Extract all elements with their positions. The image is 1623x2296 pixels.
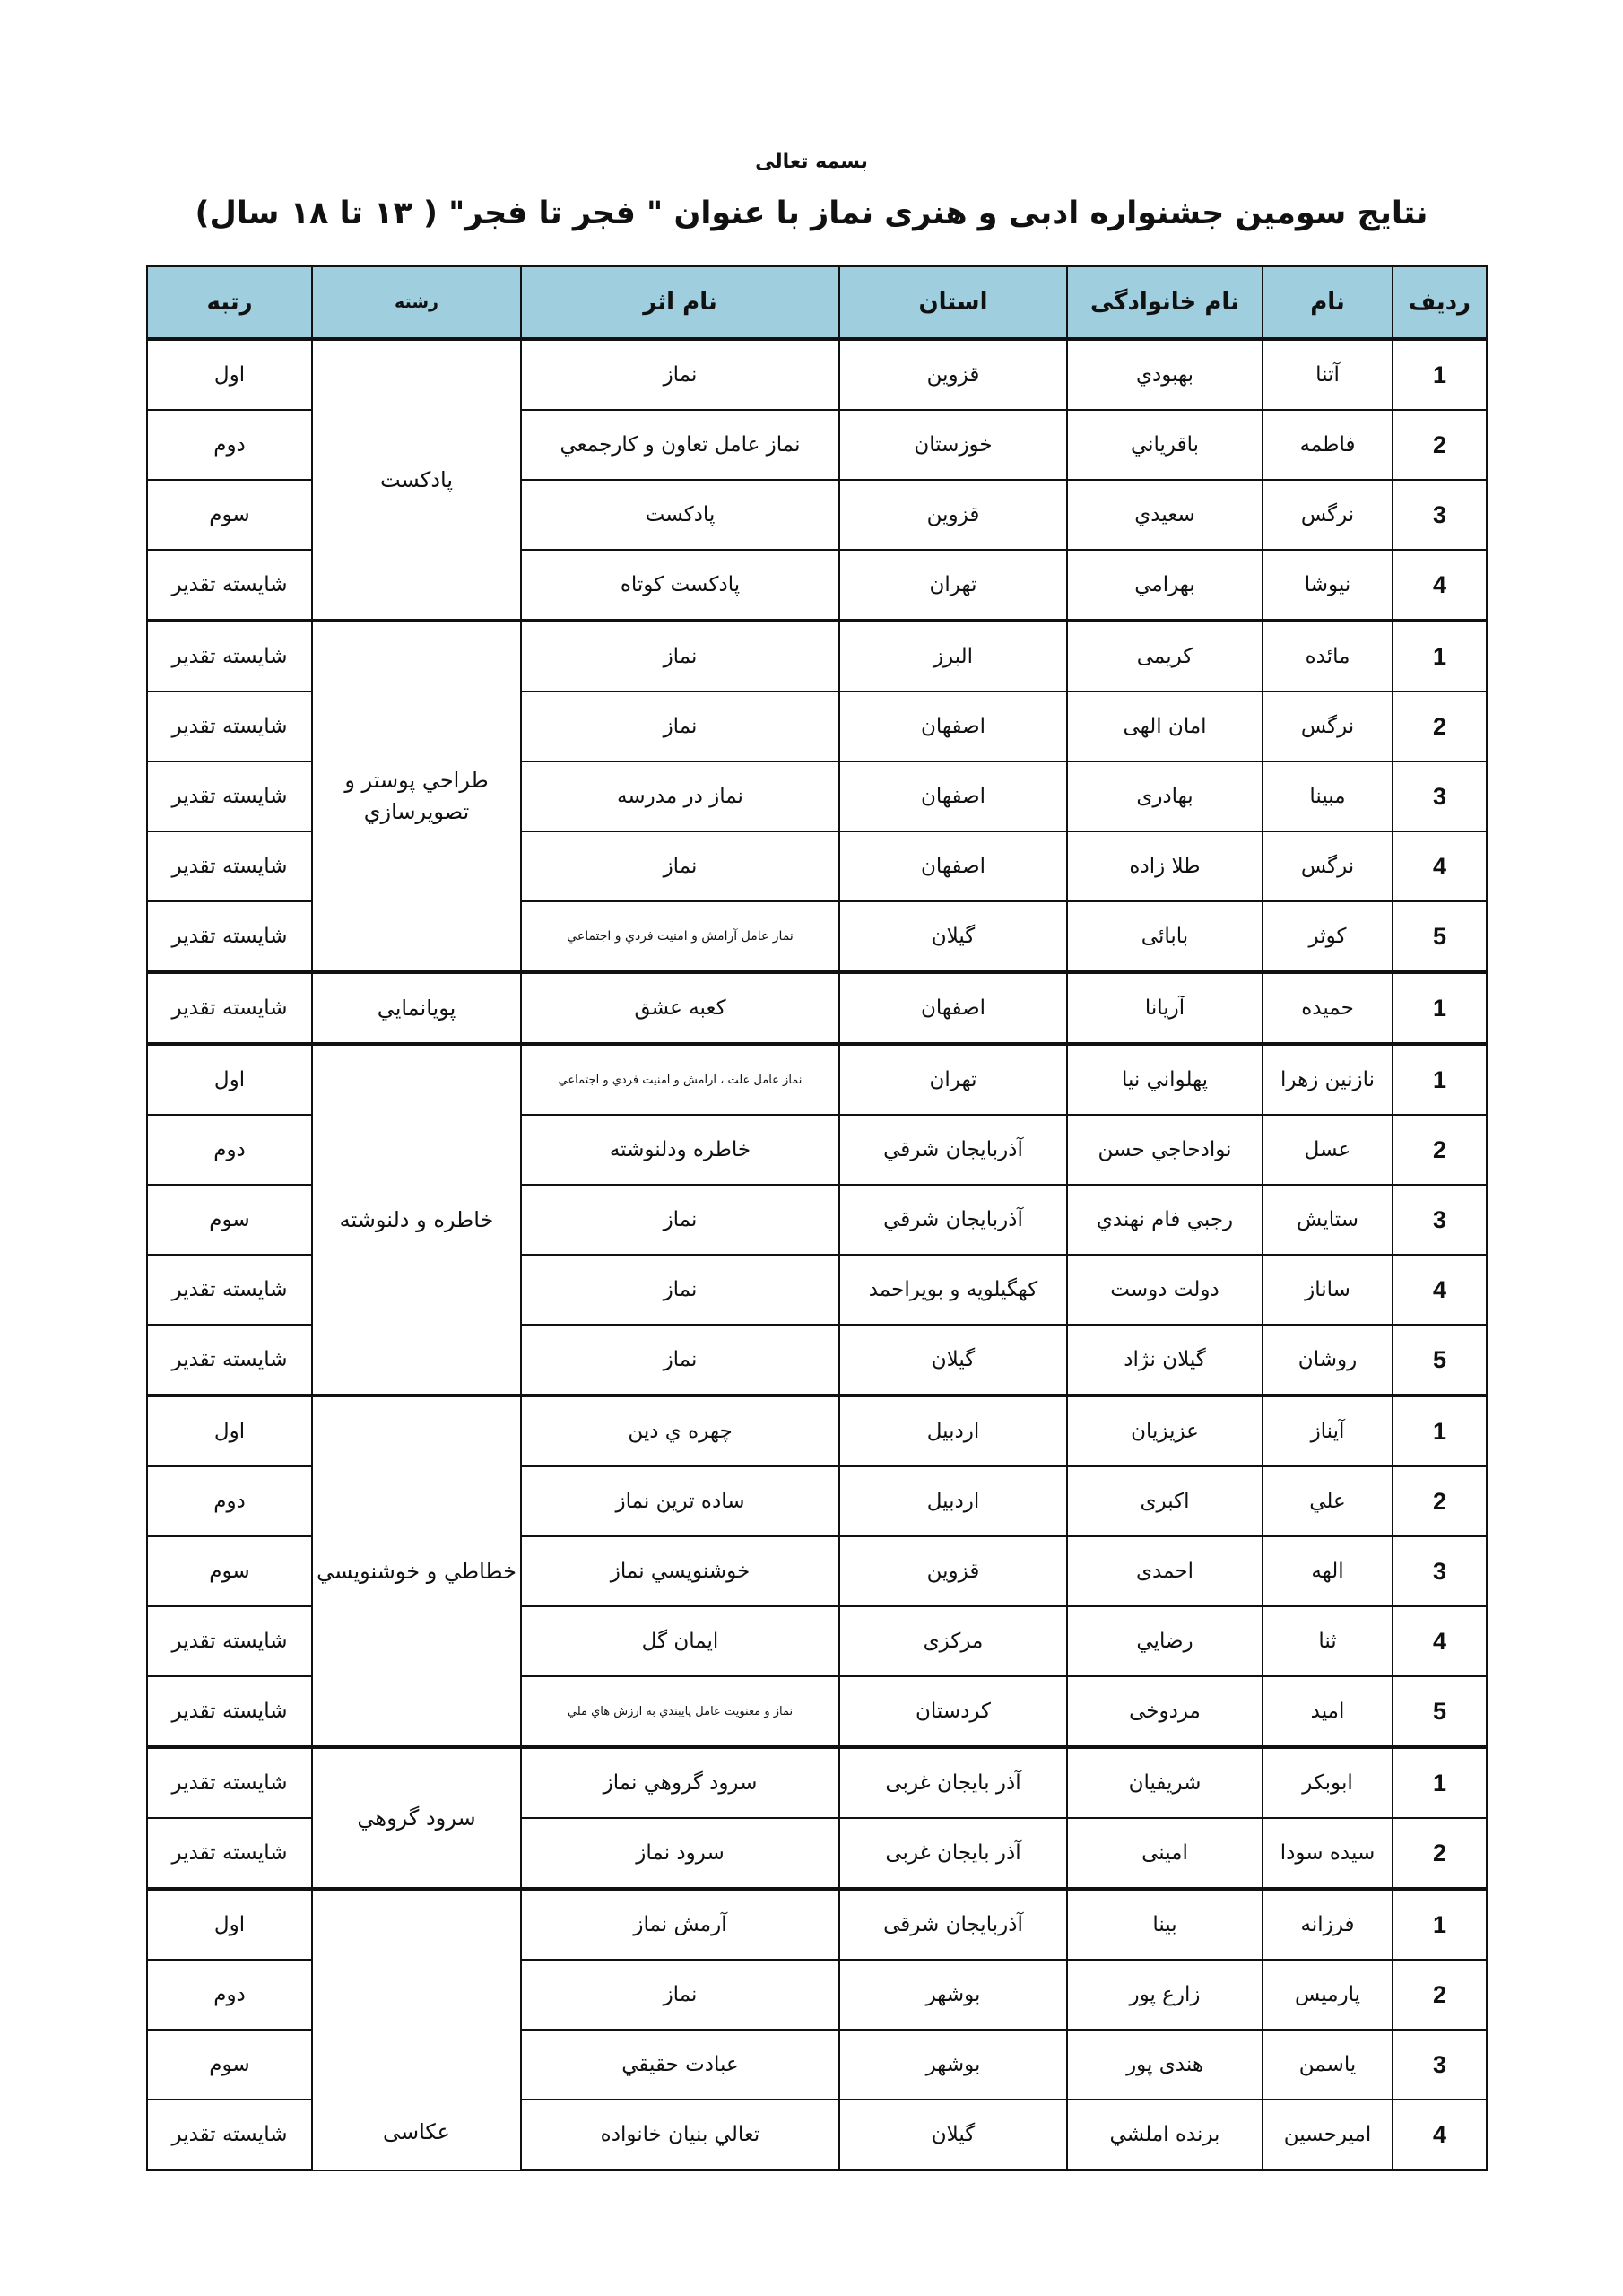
cell-ostan: اصفهان xyxy=(839,691,1067,761)
cell-reshte: پويانمايي xyxy=(312,972,521,1044)
cell-rotbe: سوم xyxy=(147,1185,312,1255)
cell-radif: 1 xyxy=(1393,972,1487,1044)
cell-rotbe: شايسته تقدير xyxy=(147,1676,312,1747)
cell-family: كريمی xyxy=(1067,621,1263,691)
cell-asar: پادكست xyxy=(521,480,839,550)
cell-asar: نماز در مدرسه xyxy=(521,761,839,831)
cell-asar: كعبه عشق xyxy=(521,972,839,1044)
cell-rotbe: شايسته تقدير xyxy=(147,831,312,901)
cell-radif: 2 xyxy=(1393,1115,1487,1185)
cell-family: امان الهی xyxy=(1067,691,1263,761)
cell-radif: 3 xyxy=(1393,2030,1487,2100)
cell-ostan: كردستان xyxy=(839,1676,1067,1747)
cell-ostan: آذربايجان شرقي xyxy=(839,1115,1067,1185)
cell-radif: 2 xyxy=(1393,410,1487,480)
column-header-radif: رديف xyxy=(1393,266,1487,339)
cell-radif: 1 xyxy=(1393,339,1487,410)
cell-family: نوادحاجي حسن xyxy=(1067,1115,1263,1185)
column-header-asar: نام اثر xyxy=(521,266,839,339)
cell-family: برنده املشي xyxy=(1067,2100,1263,2170)
cell-ostan: خوزستان xyxy=(839,410,1067,480)
cell-rotbe: شايسته تقدير xyxy=(147,901,312,972)
cell-ostan: اردبيل xyxy=(839,1396,1067,1466)
cell-asar: نماز و معنويت عامل پايبندي به ارزش هاي ملي xyxy=(521,1676,839,1747)
cell-rotbe: سوم xyxy=(147,1536,312,1606)
cell-rotbe: سوم xyxy=(147,480,312,550)
cell-radif: 2 xyxy=(1393,691,1487,761)
cell-reshte: پادکست xyxy=(312,339,521,621)
cell-name: مبينا xyxy=(1263,761,1393,831)
cell-family: شريفيان xyxy=(1067,1747,1263,1818)
cell-asar: نماز عامل علت ، ارامش و امنيت فردي و اجتماعي xyxy=(521,1044,839,1115)
cell-reshte: عكاسی xyxy=(312,1889,521,2170)
cell-asar: خوشنويسي نماز xyxy=(521,1536,839,1606)
cell-name: نرگس xyxy=(1263,691,1393,761)
cell-asar: خاطره ودلنوشته xyxy=(521,1115,839,1185)
cell-rotbe: دوم xyxy=(147,1115,312,1185)
cell-family: آريانا xyxy=(1067,972,1263,1044)
cell-family: امينی xyxy=(1067,1818,1263,1889)
cell-ostan: مركزی xyxy=(839,1606,1067,1676)
cell-radif: 3 xyxy=(1393,1536,1487,1606)
cell-asar: ايمان گل xyxy=(521,1606,839,1676)
cell-asar: پادكست كوتاه xyxy=(521,550,839,621)
cell-rotbe: شايسته تقدير xyxy=(147,1325,312,1396)
cell-asar: ساده ترين نماز xyxy=(521,1466,839,1536)
cell-rotbe: شايسته تقدير xyxy=(147,691,312,761)
cell-radif: 2 xyxy=(1393,1466,1487,1536)
cell-radif: 5 xyxy=(1393,1676,1487,1747)
cell-rotbe: شايسته تقدير xyxy=(147,1606,312,1676)
cell-ostan: گيلان xyxy=(839,1325,1067,1396)
cell-ostan: كهگيلويه و بويراحمد xyxy=(839,1255,1067,1325)
cell-ostan: تهران xyxy=(839,550,1067,621)
cell-reshte: خطاطي و خوشنويسي xyxy=(312,1396,521,1747)
bismillah-heading: بسمه تعالی xyxy=(755,151,868,173)
cell-family: اكبری xyxy=(1067,1466,1263,1536)
cell-name: فاطمه xyxy=(1263,410,1393,480)
table-row xyxy=(147,1044,1487,1115)
cell-asar: سرود گروهي نماز xyxy=(521,1747,839,1818)
cell-name: ابوبكر xyxy=(1263,1747,1393,1818)
cell-rotbe: دوم xyxy=(147,1466,312,1536)
cell-ostan: قزوين xyxy=(839,1536,1067,1606)
cell-radif: 1 xyxy=(1393,1747,1487,1818)
cell-asar: نماز xyxy=(521,1960,839,2030)
cell-radif: 2 xyxy=(1393,1960,1487,2030)
cell-rotbe: شايسته تقدير xyxy=(147,1818,312,1889)
cell-name: نيوشا xyxy=(1263,550,1393,621)
cell-radif: 4 xyxy=(1393,550,1487,621)
cell-name: ساناز xyxy=(1263,1255,1393,1325)
cell-reshte: طراحي پوستر و تصويرسازي xyxy=(312,621,521,972)
cell-name: كوثر xyxy=(1263,901,1393,972)
cell-name: ياسمن xyxy=(1263,2030,1393,2100)
cell-asar: نماز xyxy=(521,339,839,410)
cell-radif: 1 xyxy=(1393,621,1487,691)
cell-ostan: تهران xyxy=(839,1044,1067,1115)
cell-rotbe: اول xyxy=(147,1044,312,1115)
cell-family: بهبودي xyxy=(1067,339,1263,410)
cell-name: علي xyxy=(1263,1466,1393,1536)
cell-rotbe: اول xyxy=(147,1396,312,1466)
cell-rotbe: اول xyxy=(147,1889,312,1960)
cell-ostan: البرز xyxy=(839,621,1067,691)
cell-family: دولت دوست xyxy=(1067,1255,1263,1325)
cell-ostan: آذر بايجان غربی xyxy=(839,1747,1067,1818)
cell-asar: چهره ي دين xyxy=(521,1396,839,1466)
cell-name: مائده xyxy=(1263,621,1393,691)
cell-radif: 1 xyxy=(1393,1889,1487,1960)
cell-rotbe: شايسته تقدير xyxy=(147,2100,312,2170)
cell-family: مردوخی xyxy=(1067,1676,1263,1747)
cell-asar: نماز xyxy=(521,1325,839,1396)
cell-asar: نماز xyxy=(521,1255,839,1325)
table-row xyxy=(147,1747,1487,1818)
cell-asar: نماز xyxy=(521,621,839,691)
cell-family: پهلواني نيا xyxy=(1067,1044,1263,1115)
cell-radif: 5 xyxy=(1393,901,1487,972)
cell-asar: نماز xyxy=(521,1185,839,1255)
cell-asar: نماز xyxy=(521,691,839,761)
cell-ostan: آذربايجان شرقی xyxy=(839,1889,1067,1960)
cell-name: حميده xyxy=(1263,972,1393,1044)
cell-family: رجبي فام نهندي xyxy=(1067,1185,1263,1255)
table-body xyxy=(147,339,1487,2170)
cell-rotbe: شايسته تقدير xyxy=(147,972,312,1044)
cell-ostan: قزوين xyxy=(839,339,1067,410)
cell-family: عزيزيان xyxy=(1067,1396,1263,1466)
cell-family: بينا xyxy=(1067,1889,1263,1960)
page-title: نتايج سومين جشنواره ادبی و هنری نماز با عنوان " فجر تا فجر" ( ۱۳ تا ۱۸ سال) xyxy=(195,196,1428,231)
column-header-rotbe: رتبه xyxy=(147,266,312,339)
cell-ostan: گيلان xyxy=(839,901,1067,972)
cell-name: آتنا xyxy=(1263,339,1393,410)
cell-reshte: خاطره و دلنوشته xyxy=(312,1044,521,1396)
cell-asar: تعالي بنيان خانواده xyxy=(521,2100,839,2170)
cell-radif: 4 xyxy=(1393,831,1487,901)
cell-name: عسل xyxy=(1263,1115,1393,1185)
cell-radif: 4 xyxy=(1393,1606,1487,1676)
table-row xyxy=(147,972,1487,1044)
cell-radif: 3 xyxy=(1393,480,1487,550)
cell-rotbe: شايسته تقدير xyxy=(147,621,312,691)
cell-name: سيده سودا xyxy=(1263,1818,1393,1889)
cell-name: پارميس xyxy=(1263,1960,1393,2030)
cell-rotbe: دوم xyxy=(147,410,312,480)
cell-rotbe: شايسته تقدير xyxy=(147,1747,312,1818)
cell-radif: 4 xyxy=(1393,1255,1487,1325)
cell-ostan: گيلان xyxy=(839,2100,1067,2170)
cell-name: نرگس xyxy=(1263,480,1393,550)
cell-rotbe: شايسته تقدير xyxy=(147,550,312,621)
cell-family: بهرامي xyxy=(1067,550,1263,621)
cell-name: نرگس xyxy=(1263,831,1393,901)
cell-name: اميد xyxy=(1263,1676,1393,1747)
cell-name: نازنين زهرا xyxy=(1263,1044,1393,1115)
cell-name: اميرحسين xyxy=(1263,2100,1393,2170)
column-header-family: نام خانوادگی xyxy=(1067,266,1263,339)
cell-family: طلا زاده xyxy=(1067,831,1263,901)
table-header-row xyxy=(147,266,1487,339)
cell-rotbe: شايسته تقدير xyxy=(147,1255,312,1325)
cell-asar: نماز عامل آرامش و امنيت فردي و اجتماعي xyxy=(521,901,839,972)
cell-rotbe: شايسته تقدير xyxy=(147,761,312,831)
cell-family: زارع پور xyxy=(1067,1960,1263,2030)
cell-radif: 3 xyxy=(1393,761,1487,831)
cell-rotbe: دوم xyxy=(147,1960,312,2030)
cell-name: ثنا xyxy=(1263,1606,1393,1676)
table-row xyxy=(147,621,1487,691)
cell-name: فرزانه xyxy=(1263,1889,1393,1960)
cell-ostan: قزوين xyxy=(839,480,1067,550)
cell-ostan: آذربايجان شرقي xyxy=(839,1185,1067,1255)
cell-radif: 1 xyxy=(1393,1044,1487,1115)
column-header-name: نام xyxy=(1263,266,1393,339)
cell-rotbe: سوم xyxy=(147,2030,312,2100)
cell-asar: آرمش نماز xyxy=(521,1889,839,1960)
cell-ostan: اصفهان xyxy=(839,972,1067,1044)
cell-family: باقرياني xyxy=(1067,410,1263,480)
cell-name: آيناز xyxy=(1263,1396,1393,1466)
cell-ostan: اصفهان xyxy=(839,831,1067,901)
cell-radif: 1 xyxy=(1393,1396,1487,1466)
cell-asar: عبادت حقيقي xyxy=(521,2030,839,2100)
cell-rotbe: اول xyxy=(147,339,312,410)
cell-name: روشان xyxy=(1263,1325,1393,1396)
cell-asar: نماز عامل تعاون و كارجمعي xyxy=(521,410,839,480)
column-header-ostan: استان xyxy=(839,266,1067,339)
cell-ostan: آذر بايجان غربی xyxy=(839,1818,1067,1889)
cell-radif: 5 xyxy=(1393,1325,1487,1396)
cell-ostan: اردبيل xyxy=(839,1466,1067,1536)
cell-radif: 3 xyxy=(1393,1185,1487,1255)
results-table xyxy=(146,265,1488,2171)
table-row xyxy=(147,339,1487,410)
table-row xyxy=(147,1889,1487,1960)
cell-radif: 4 xyxy=(1393,2100,1487,2170)
cell-ostan: بوشهر xyxy=(839,2030,1067,2100)
table-row xyxy=(147,1396,1487,1466)
cell-name: ستايش xyxy=(1263,1185,1393,1255)
cell-asar: سرود نماز xyxy=(521,1818,839,1889)
cell-family: بابائی xyxy=(1067,901,1263,972)
column-header-reshte: رشته xyxy=(312,266,521,339)
cell-ostan: اصفهان xyxy=(839,761,1067,831)
cell-family: احمدی xyxy=(1067,1536,1263,1606)
cell-ostan: بوشهر xyxy=(839,1960,1067,2030)
cell-family: سعيدي xyxy=(1067,480,1263,550)
cell-name: الهه xyxy=(1263,1536,1393,1606)
cell-reshte: سرود گروهي xyxy=(312,1747,521,1889)
cell-radif: 2 xyxy=(1393,1818,1487,1889)
cell-family: هندی پور xyxy=(1067,2030,1263,2100)
cell-family: رضايي xyxy=(1067,1606,1263,1676)
cell-family: گيلان نژاد xyxy=(1067,1325,1263,1396)
cell-family: بهادری xyxy=(1067,761,1263,831)
cell-asar: نماز xyxy=(521,831,839,901)
